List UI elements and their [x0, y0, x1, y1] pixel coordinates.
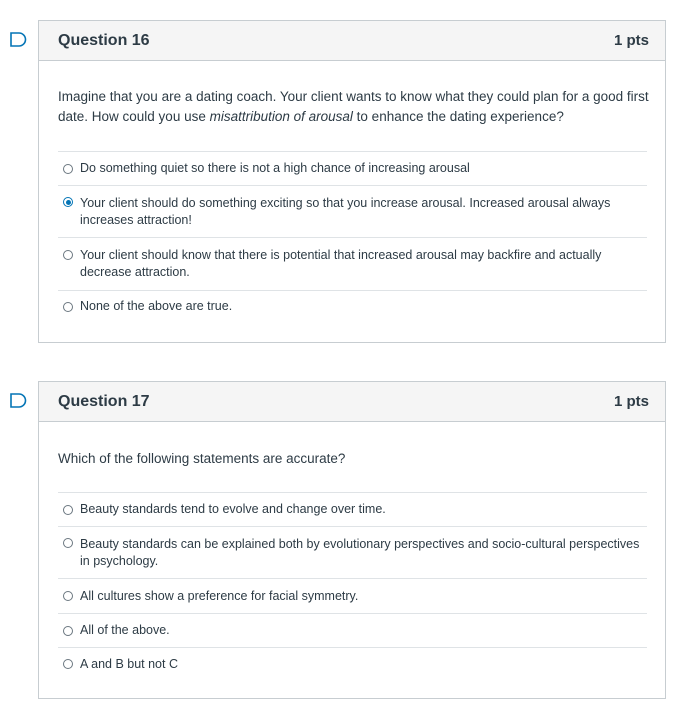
radio-button[interactable] [63, 302, 73, 312]
radio-button[interactable] [63, 164, 73, 174]
answer-option[interactable] [58, 578, 647, 613]
question-16-card [38, 20, 666, 343]
answer-label: A and B but not C [80, 656, 178, 671]
question-title: Question 16 [58, 31, 150, 49]
radio-button[interactable] [63, 538, 73, 548]
question-title: Question 17 [58, 392, 150, 410]
question-term: misattribution of arousal [209, 109, 353, 124]
flag-question-icon[interactable] [10, 32, 27, 47]
radio-button-selected[interactable] [63, 197, 73, 207]
answer-option[interactable] [58, 647, 647, 680]
radio-button[interactable] [63, 659, 73, 669]
question-text: Which of the following statements are accurate? [58, 451, 346, 466]
answer-label: Beauty standards tend to evolve and change over time. [80, 502, 386, 516]
radio-button[interactable] [63, 626, 73, 636]
flag-question-icon[interactable] [10, 393, 27, 408]
answer-option[interactable] [58, 185, 647, 237]
answer-option[interactable] [58, 613, 647, 647]
answer-label: All of the above. [80, 623, 170, 637]
radio-button[interactable] [63, 591, 73, 601]
answer-label: None of the above are true. [80, 299, 233, 313]
answer-label: Do something quiet so there is not a high chance of increasing arousal [80, 161, 470, 175]
radio-button[interactable] [63, 505, 73, 515]
question-header [39, 382, 665, 422]
radio-button[interactable] [63, 250, 73, 260]
answer-option[interactable] [58, 290, 647, 322]
answer-option[interactable] [58, 526, 647, 578]
answer-option[interactable] [58, 151, 647, 185]
question-points: 1 pts [613, 32, 649, 49]
answer-label: Beauty standards can be explained both by evolutionary perspectives and socio-cultural perspectives in psychology. [80, 536, 640, 568]
question-17-card [38, 381, 666, 699]
answer-label: Your client should know that there is potential that increased arousal may backfire and actually decrease attraction. [80, 248, 602, 279]
answer-option[interactable] [58, 237, 647, 290]
answer-label: All cultures show a preference for facial symmetry. [80, 588, 359, 603]
question-points: 1 pts [613, 393, 649, 410]
question-header [39, 21, 665, 61]
question-text: Imagine that you are a dating coach. Your client wants to know what they could plan for a good first date. How could you use misattribution of arousal to enhance the dating experience? [58, 89, 649, 124]
answer-label: Your client should do something exciting so that you increase arousal. Increased arousal always increases attraction! [80, 195, 611, 227]
answer-option[interactable] [58, 492, 647, 526]
